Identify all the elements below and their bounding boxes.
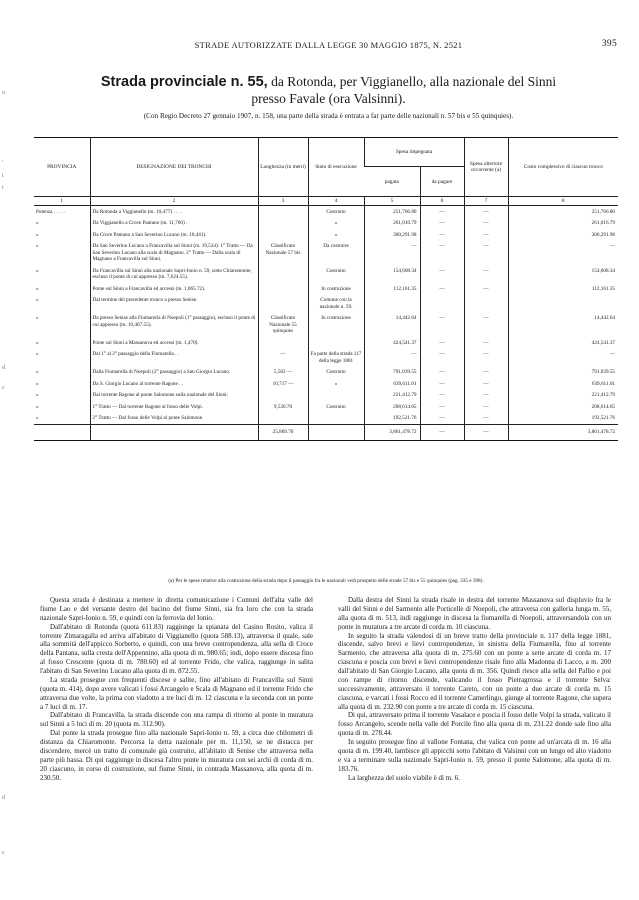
table-cell-des: Ponte sul Sinni a Francavilla ed accessi (m. 1,065.72). [90, 283, 258, 295]
table-cell-ulter: — [464, 206, 508, 218]
table-cell-des: Ponte sul Sinni a Massanova ed accessi (m. 1,470). [90, 337, 258, 349]
table-cell-stato [308, 390, 364, 402]
margin-mark: o. [2, 90, 7, 96]
paragraph: La larghezza del suolo viabile è di m. 6. [348, 773, 460, 782]
table-cell-dapagare: — [420, 265, 464, 283]
table-cell-stato: Costruito [308, 265, 364, 283]
table-cell-costo: 154,608.34 [508, 265, 618, 283]
table-cell-ulter: — [464, 390, 508, 402]
table-cell-des: Dal 1° al 2° passaggio della Fiumarella . . [90, 349, 258, 367]
table-cell-prov: » [36, 415, 39, 421]
text-column-left [40, 596, 313, 782]
table-cell-costo: 791,039.55 [508, 367, 618, 379]
table-cell-ulter: — [464, 313, 508, 338]
paragraph: La strada prosegue con frequenti discese e salite, fino all'abitato di Francavilla sul Sinni (quota m. 414), dopo avere valicati i fossi Arcangelo e Scala di Magnano ed il torrente Frido che attraversa due volte, la prima con viadotto a tre luci di m. 12 ciascuna e la seconda con un ponte a 7 luci di m. 17. [40, 675, 313, 711]
paragraph: Di qui, attraversato prima il torrente Vasalace e poscia il fosso delle Volpi la strada, valicato il fosso Arcangelo, scende nella valle del Porcile fino alla quota di m. 231.22 donde sale fino alla quota di m. 278.44. [338, 711, 611, 738]
table-cell-ulter [464, 295, 508, 313]
table-cell-des: Da Croce Pantano a San Severino Lucano (m. 10,441). [90, 229, 258, 241]
header-stato: Stato di esecuzione [308, 138, 364, 197]
table-cell-pagata: 208,614.65 [364, 401, 420, 413]
table-cell-len: 5,582 — [258, 367, 308, 379]
table-cell-pagata: — [364, 241, 420, 266]
header-lunghezza: Lunghezza (in metri) [258, 138, 308, 197]
table-cell-dapagare: — [420, 283, 464, 295]
col-number: 1 [34, 197, 90, 206]
table-cell-costo: — [508, 349, 618, 367]
table-cell-costo [508, 295, 618, 313]
header-costo: Costo complessivo di ciascun tronco [508, 138, 618, 197]
table-cell-ulter: — [464, 229, 508, 241]
table-cell-ulter: — [464, 283, 508, 295]
margin-mark: ' [2, 160, 4, 166]
table-cell-stato: Costruito [308, 401, 364, 413]
paragraph: Questa strada è destinata a mettere in diretta comunicazione i Comuni dell'alta valle del fiume Lao e del versante destro del bacino del fiume Sinni, sia fra loro che con la strada nazionale Sapri-Ionio n. 59, e quindi con la ferrovia del Ionio. [40, 596, 313, 622]
total-empty [308, 425, 364, 440]
paragraph: Dall'abitato di Rotonda (quota 611.83) raggiunge la spianata del Casino Rosito, valica il torrente Zimaragalla ed arriva all'abitato di Viggianello (quota 588.13), attraversa il quale, sale alla sommità dell'appicco Sorberto, e quindi, con una breve contropendenza, alla sella di Croce della Pantana, sulla cresta dell'Appennino, alla quota di m. 980.65; indi, dopo essere discesa fino al fosso Crescente (quota di m. 780.60) ed al torrente Frido, che valica, raggiunge in salita l'abitato di San Severino Lucano alla quota di m. 872.55. [40, 622, 313, 675]
table-row [34, 283, 618, 295]
total-dapagare: — [420, 425, 464, 440]
table-cell-pagata: — [364, 349, 420, 367]
table-cell-ulter: — [464, 401, 508, 413]
table-cell-des: 1° Tratto — Dal torrente Ragone al fosso delle Volpi. [90, 401, 258, 413]
table-cell-dapagare: — [420, 413, 464, 425]
header-da-pagare: da pagare [420, 167, 464, 197]
paragraph: In seguito la strada valendosi di un breve tratto della provinciale n. 117 della legge 1881, discende, salvo brevi e lievi contropendenze, in sinistra della Fiumarella, fino al torrente Sarmento, che attraversa alla quota di m. 275.60 con un ponte a sette arcate di corda m. 17 ciascuna e poscia con brevi e lievi contropendenze risale fino alla Madonna di Lacco, a m. 200 dall'abitato di San Giorgio Lucano, alla quota di m. 356. Quindi riesce alla sella del Pallio e poi con rampe di ritorno discende, valicando il fosso Pietragrossa e il torrente Selva: successivamente, attraversato il torrente Careto, con un ponte a due arcate di corda m. 15 ciascuna, e varcati i fossi Rocco ed il torrente Camerlingo, giunge al torrente Ragone, che supera alla quota di m. 232.90 con ponte a tre arcate di corda m. 15 ciascuna. [338, 631, 611, 711]
col-number: 7 [464, 197, 508, 206]
table-cell-pagata: 14,442.64 [364, 313, 420, 338]
table-cell-costo: 112,161.35 [508, 283, 618, 295]
total-costo: 3,861,478.72 [508, 425, 618, 440]
title-subtitle: (Con Regio Decreto 27 gennaio 1907, n. 158, una parte della strada è entrata a far parte delle nazionali n. 57 bis e 55 quinquies). [143, 111, 514, 120]
table-cell-len [258, 295, 308, 313]
body-text [40, 596, 618, 896]
table-cell-costo: 14,442.64 [508, 313, 618, 338]
paragraph: Dalla destra del Sinni la strada risale in destra del torrente Massanova sul displuvio fra le valli del Sinni e del Sarmento alle Porticelle di Noepoli, che attraversa con galleria lunga m. 55, alla quota di m. 513, indi raggiunge in discesa la fiumarella di Noepoli, attraversandola con un ponte in muratura a tre arcate di corda m. 10 ciascuna. [338, 596, 611, 631]
table-cell-len: — [258, 349, 308, 367]
table-cell-prov: » [36, 315, 39, 321]
margin-mark: c [2, 385, 5, 391]
table-cell-dapagare: — [420, 367, 464, 379]
table-cell-dapagare: — [420, 378, 464, 390]
table-cell-stato: » [308, 378, 364, 390]
running-head [40, 40, 617, 54]
table-cell-ulter: — [464, 367, 508, 379]
table-cell-costo: 300,291.98 [508, 229, 618, 241]
table-cell-dapagare: — [420, 218, 464, 230]
table-cell-des: Dal torrente Ragone al ponte Salomone sulla nazionale del Sinni: [90, 390, 258, 402]
table-cell-pagata: 251,766.80 [364, 206, 420, 218]
header-pagata: pagata [384, 178, 399, 185]
table-cell-pagata: 791,039.55 [364, 367, 420, 379]
table-cell-len [258, 265, 308, 283]
table-cell-len: 10,717 — [258, 378, 308, 390]
cost-table [34, 137, 618, 441]
table-cell-des: Da Rotonda a Viggianello (m. 10,477) . . . . [90, 206, 258, 218]
header-spesa-ulteriore: Spesa ulteriore occorrente (a) [464, 138, 508, 197]
table-cell-prov: » [36, 369, 39, 375]
table-row [34, 413, 618, 425]
table-cell-ulter: — [464, 378, 508, 390]
table-cell-len [258, 206, 308, 218]
table-cell-costo: 424,541.37 [508, 337, 618, 349]
margin-mark: i [2, 185, 4, 191]
table-cell-len [258, 218, 308, 230]
table-cell-ulter: — [464, 265, 508, 283]
col-number: 6 [420, 197, 464, 206]
table-cell-pagata: 261,016.79 [364, 218, 420, 230]
title-rest: da Rotonda, per Viggianello, alla nazionale del Sinni [271, 74, 557, 89]
table-row [34, 367, 618, 379]
table-cell-stato: In costruzione [308, 283, 364, 295]
table-cell-dapagare: — [420, 241, 464, 266]
table-cell-pagata: 639,611.01 [364, 378, 420, 390]
table-cell-pagata: 221,412.79 [364, 390, 420, 402]
margin-mark: d [2, 365, 5, 371]
table-cell-stato: In costruzione [308, 313, 364, 338]
col-number: 8 [508, 197, 618, 206]
table-cell-prov: » [36, 392, 39, 398]
header-designazione: DESIGNAZIONE DEI TRONCHI [90, 138, 258, 197]
margin-mark: t [2, 173, 4, 179]
table-cell-stato [308, 413, 364, 425]
table-cell-costo: 251,766.80 [508, 206, 618, 218]
table-cell-pagata [364, 295, 420, 313]
table-cell-prov: » [36, 380, 39, 387]
table-cell-dapagare: — [420, 206, 464, 218]
running-head-text: STRADE AUTORIZZATE DALLA LEGGE 30 MAGGIO 1875, N. 2521 [194, 40, 463, 50]
header-provincia: PROVINCIA [47, 164, 77, 170]
table-cell-ulter: — [464, 349, 508, 367]
total-pagata: 3,861,478.72 [364, 425, 420, 440]
table-cell-stato: Comune con la nazionale n. 59. [308, 295, 364, 313]
table-cell-prov: » [36, 231, 39, 238]
table-cell-dapagare: — [420, 229, 464, 241]
table-cell-des: 2° Tratto — Dal fosso delle Volpi al ponte Salomone. [90, 413, 258, 425]
table-cell-des: Da San Severino Lucano a Francavilla sul Sinni (m. 19,534): 1° Tratto — Da San Severino Lucano alla scala di Magnano. 2° Tratto — Dalla scala di Magnano a Francavilla sul Sinni. [90, 241, 258, 266]
header-spesa-impegnata: Spesa impegnata [364, 138, 464, 167]
page-title [40, 74, 617, 91]
table-cell-prov: Potenza . . . . . [36, 208, 66, 215]
table-row [34, 206, 618, 218]
table-row [34, 390, 618, 402]
table-cell-des: Da Viggianello a Croce Pantano (m. 11,760) . [90, 218, 258, 230]
table-total-row [34, 425, 618, 440]
table-row [34, 349, 618, 367]
table-cell-len: Classificato Nazionale 55 quinquies [258, 313, 308, 338]
table-cell-len [258, 337, 308, 349]
table-row [34, 401, 618, 413]
table-cell-des: Da S. Giorgio Lucano al torrente Ragone . . [90, 378, 258, 390]
table-cell-prov: » [36, 243, 39, 249]
col-number: 4 [308, 197, 364, 206]
col-number: 5 [364, 197, 420, 206]
table-cell-len: Classificato Nazionale 57 bis [258, 241, 308, 266]
table-cell-prov: » [36, 297, 39, 303]
table-row [34, 337, 618, 349]
table-cell-stato: » [308, 229, 364, 241]
table-cell-len [258, 283, 308, 295]
table-cell-pagata: 300,291.98 [364, 229, 420, 241]
table-cell-dapagare [420, 295, 464, 313]
table-cell-prov: » [36, 285, 39, 292]
table-cell-len [258, 390, 308, 402]
table-cell-dapagare: — [420, 390, 464, 402]
table-cell-stato: Costruito [308, 206, 364, 218]
table-cell-ulter: — [464, 413, 508, 425]
table-cell-dapagare: — [420, 313, 464, 338]
col-number: 2 [90, 197, 258, 206]
table-cell-costo: 221,412.79 [508, 390, 618, 402]
table-cell-pagata: 424,541.37 [364, 337, 420, 349]
table-cell-pagata: 192,521.76 [364, 413, 420, 425]
table-cell-prov: » [36, 403, 39, 410]
table-cell-stato: Da costruire [308, 241, 364, 266]
margin-mark: c [2, 850, 5, 856]
table-cell-costo: 208,614.65 [508, 401, 618, 413]
table-cell-ulter: — [464, 337, 508, 349]
table-cell-des: Dal termine del precedente tronco a presso Senise. [90, 295, 258, 313]
table-row [34, 378, 618, 390]
table-cell-len [258, 413, 308, 425]
table-cell-dapagare: — [420, 337, 464, 349]
table-row [34, 265, 618, 283]
margin-mark: d [2, 795, 5, 801]
title-line2: presso Favale (ora Valsinni). [251, 91, 406, 107]
table-cell-prov: » [36, 351, 39, 357]
total-ulter: — [464, 425, 508, 440]
table-cell-len [258, 229, 308, 241]
page-number: 395 [601, 39, 617, 49]
title-block [40, 74, 617, 120]
table-cell-ulter: — [464, 218, 508, 230]
paragraph: Dal ponte la strada prosegue fino alla nazionale Sapri-Ionio n. 59, a circa due chilometri di distanza da Chiaromonte. Percorsa la detta nazionale per m. 11,150, se ne distacca per discendere, mercè un tratto di comunale già costruito, all'abitato di Senise che attraversa nella parte più bassa. Di qui raggiunge in discesa l'altro ponte in muratura con sei archi di corda di m. 20 ciascuno, in corso di costruzione, sul fiume Sinni, in contrada Massanova, alla quota di m. 230.50. [40, 729, 313, 782]
total-empty [34, 425, 90, 440]
table-cell-stato: Fa parte della strada 117 della legge 1881 [308, 349, 364, 367]
table-cell-costo: — [508, 241, 618, 266]
title-bold: Strada provinciale n. 55, [100, 74, 268, 90]
table-cell-costo: 639,611.01 [508, 378, 618, 390]
table-cell-dapagare: — [420, 401, 464, 413]
table-cell-pagata: 154,608.34 [364, 265, 420, 283]
table-cell-prov: » [36, 339, 39, 346]
table-cell-prov: » [36, 220, 39, 226]
table-cell-pagata: 112,161.35 [364, 283, 420, 295]
table-row [34, 229, 618, 241]
table-cell-dapagare: — [420, 349, 464, 367]
table-cell-ulter: — [464, 241, 508, 266]
table-cell-costo: 261,016.79 [508, 218, 618, 230]
table-row [34, 218, 618, 230]
margin-bleed-marks [0, 60, 24, 900]
table-row [34, 313, 618, 338]
table-cell-des: Da Francavilla sul Sinni alla nazionale Sapri-Ionio n. 59, sotto Chiaromonte, escluso il ponte di cui appresso (m. 7,624.55). [90, 265, 258, 283]
paragraph: In seguito prosegue fino al vallone Fontana, che valica con ponte ad un'arcata di m. 16 alla quota di m. 199.40, lambisce gli appicchi sotto l'abitato di Valsinni con un lungo ed alto viadotto e va a terminare sulla nazionale Sapri-Ionio n. 59, presso il ponte Salomone, alla quota di m. 183.76. [338, 738, 611, 773]
table-row [34, 295, 618, 313]
table-cell-des: Dalla Fiumarella di Noepoli (2° passaggio) a San Giorgio Lucano. [90, 367, 258, 379]
paragraph: Dall'abitato di Francavilla, la strada discende con una rampa di ritorno al ponte in muratura sul Sinni a 5 luci di m. 20 (quota m. 312.90). [40, 711, 313, 729]
table-cell-len: 9,530.70 [258, 401, 308, 413]
table-cell-stato: » [308, 218, 364, 230]
table-cell-stato [308, 337, 364, 349]
total-len: 25,869.70 [258, 425, 308, 440]
table-cell-des: Da presso Senise alla Fiumarella di Noepoli (1° passaggio), escluso il ponte di cui appresso (m. 10,467.55). [90, 313, 258, 338]
col-number: 3 [258, 197, 308, 206]
total-empty [90, 425, 258, 440]
table-cell-costo: 192,521.76 [508, 413, 618, 425]
table-cell-stato: Costruito [308, 367, 364, 379]
text-column-right [338, 596, 611, 782]
table-row [34, 241, 618, 266]
table-cell-prov: » [36, 267, 39, 274]
table-footnote: (a) Per le spese relative alla costruzione della strada dopo il passaggio fra le nazionali vedi prospetto delle strade 57 bis e 55 quinquies (pag. 335 e 398). [168, 578, 484, 584]
table-body [34, 206, 618, 440]
